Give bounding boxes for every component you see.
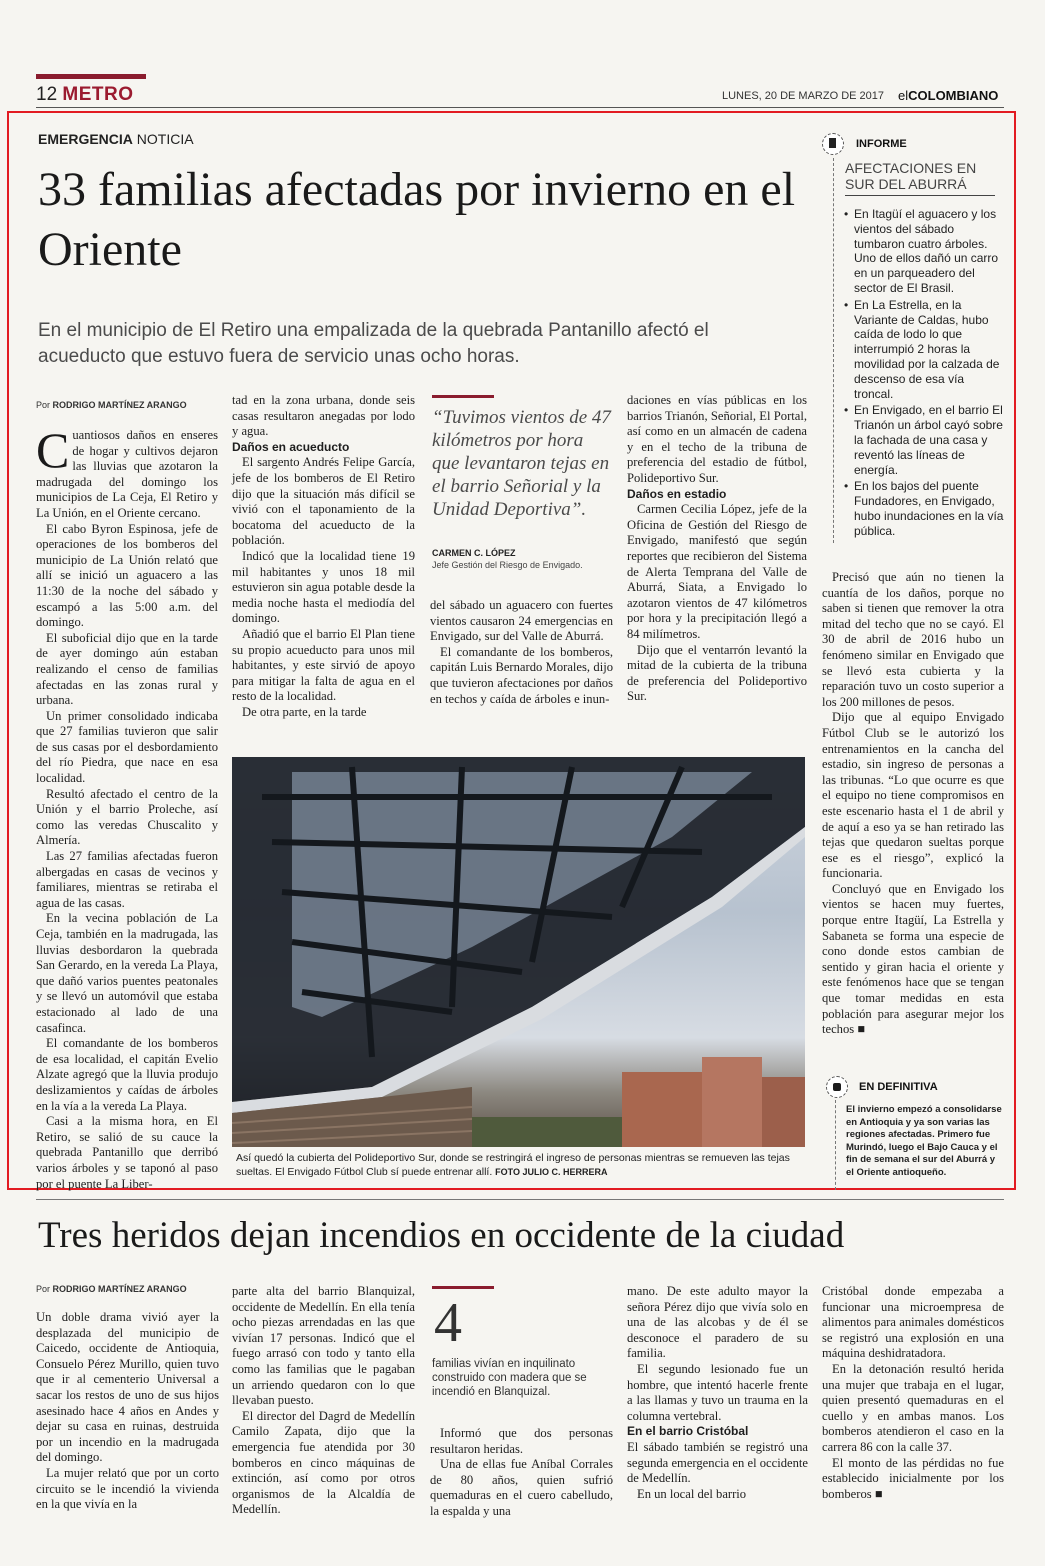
photo-caption: Así quedó la cubierta del Polideportivo Sur, donde se restringirá el ingreso de personas mientras se remueven las tejas sueltas. El Envigado Fútbol Club sí puede entrenar allí. FOTO JULIO C. HERRERA: [236, 1152, 790, 1178]
quote-author-role: Jefe Gestión del Riesgo de Envigado.: [432, 560, 583, 570]
paragraph: Informó que dos personas resultaron heridas.: [430, 1426, 613, 1456]
paragraph: En la vecina población de La Ceja, también en la madrugada, las lluvias desbordaron la quebrada San Gerardo, en la vereda La Playa, que dañó varios puentes peatonales y se llevó un automóvil que estaba estacionado al lado de una casafinca.: [36, 911, 218, 1035]
paragraph: En la detonación resultó herida una mujer que trabaja en el lugar, quien presentó quemaduras en el cuello y en ambas manos. Los bomberos atendieron el caso en la carrera 86 con la calle 37.: [822, 1361, 1004, 1454]
paragraph: Carmen Cecilia López, jefe de la Oficina de Gestión del Riesgo de Envigado, manifestó que según reportes que recibieron del Sistema de Alerta Temprana del Valle de Aburrá, Siata, a Envigado lo azotaron vientos de 47 kilómetros por hora y la precipitación llegó a 84 milímetros.: [627, 502, 807, 641]
subheading: Daños en acueducto: [232, 439, 350, 454]
paragraph: Precisó que aún no tienen la cuantía de los daños, porque no saben si tienen que remover la otra mitad del techo que no se cayó. El 30 de abril de 2016 hubo un fenómeno similar en Envigado que se llevó esta cubierta y la reparación tuvo un costo superior a los 200 millones de pesos.: [822, 570, 1004, 709]
paragraph: Un doble drama vivió ayer la desplazada del municipio de Caicedo, occidente de Antioquia, Consuelo Pérez Murillo, quien tuvo que ir al cementerio Universal a sacar los restos de uno de sus hijos asesinado hace 4 años en Andes y dejar su casa en ruinas, destruida por un incendio en la madrugada del domingo.: [36, 1310, 219, 1465]
summary-icon: [826, 1076, 848, 1098]
sidebar-list: [844, 207, 1004, 541]
article2-headline: Tres heridos dejan incendios en occidente de la ciudad: [38, 1215, 845, 1256]
subheading: En el barrio Cristóbal: [627, 1424, 749, 1439]
article-column-3: [430, 598, 613, 707]
sidebar-title: AFECTACIONES EN SUR DEL ABURRÁ: [845, 160, 977, 192]
summary-dashed-line: [835, 1100, 837, 1190]
paragraph: parte alta del barrio Blanquizal, occidente de Medellín. En ella tenía ocho piezas arrendadas en las que vivían 17 personas. Indicó que el fuego arrasó con todo y tanto ella como las familias que le pagaban un arriendo quedaron con lo que llevaban puesto.: [232, 1284, 415, 1408]
paragraph: Dijo que al equipo Envigado Fútbol Club se le autorizó los entrenamientos en la cancha del estadio, sin ingreso de personas a las tribunas. “Lo que ocurre es que el equipo no tiene compromisos en este escenario hasta el 1 de abril y de aquí a eso ya se han retirado las tejas que quedaron sueltas porque ese es el riesgo”, explicó la funcionaria.: [822, 710, 1004, 881]
paragraph: El sábado también se registró una segunda emergencia en el occidente de Medellín.: [627, 1439, 808, 1486]
article-byline: Por RODRIGO MARTÍNEZ ARANGO: [36, 400, 187, 410]
article2-column-3: [430, 1426, 613, 1520]
figure-rule: [432, 1286, 494, 1289]
article-kicker: EMERGENCIA NOTICIA: [38, 131, 194, 147]
article2-byline: Por RODRIGO MARTÍNEZ ARANGO: [36, 1284, 187, 1294]
subheading: Daños en estadio: [627, 486, 727, 501]
paragraph: del sábado un aguacero con fuertes vientos causaron 24 emergencias en Envigado, sur del Valle de Aburrá.: [430, 598, 613, 644]
paragraph: Cuantiosos daños en enseres de hogar y cultivos dejaron las lluvias que azotaron la madrugada del domingo los municipios de La Ceja, El Retiro y La Unión, en el Oriente cercano.: [36, 422, 218, 520]
paragraph: El director del Dagrd de Medellín Camilo Zapata, dijo que la emergencia fue atendida por 30 bomberos en cinco máquinas de extinción, así como por otros organismos de la Alcaldía de Medellín.: [232, 1408, 415, 1517]
photo-credit: FOTO JULIO C. HERRERA: [495, 1167, 608, 1177]
pull-quote: “Tuvimos vientos de 47 kilómetros por hora que levantaron tejas en el barrio Señorial y la Unidad Deportiva”.: [432, 407, 611, 520]
sidebar-label: INFORME: [856, 138, 907, 150]
sidebar-list-item: • En los bajos del puente Fundadores, en Envigado, hubo inundaciones en la vía pública.: [844, 479, 1004, 538]
paragraph: En un local del barrio: [637, 1486, 747, 1501]
paragraph: Resultó afectado el centro de la Unión y el barrio Proleche, así como las veredas Chuscalito y Almería.: [36, 786, 218, 848]
article-column-4: [627, 393, 807, 705]
stadium-roof-photo: [232, 757, 805, 1147]
paragraph: Una de ellas fue Aníbal Corrales de 80 años, quien sufrió quemaduras en el cuero cabelludo, la espalda y una: [430, 1457, 613, 1518]
article-headline: 33 familias afectadas por invierno en el Oriente: [38, 163, 796, 276]
article-column-1: [36, 422, 218, 1192]
paragraph: El suboficial dijo que en la tarde de ayer domingo aún estaban realizando el censo de familias afectadas en las zonas rural y urbana.: [36, 630, 218, 708]
section-color-bar: [36, 74, 146, 79]
section-name: METRO: [62, 84, 134, 105]
article2-column-4: [627, 1284, 808, 1502]
sidebar-list-item: • En La Estrella, en la Variante de Caldas, hubo caída de lodo lo que interrumpió 2 horas la movilidad por la calzada de descenso de esa vía troncal.: [844, 298, 1004, 402]
newspaper-brand: elCOLOMBIANO: [898, 88, 999, 103]
paragraph: El segundo lesionado fue un hombre, que intentó hacerle frente a las llamas y tuvo un trauma en la columna vertebral.: [627, 1361, 808, 1423]
quote-author: CARMEN C. LÓPEZ: [432, 548, 516, 558]
article-column-2: [232, 393, 415, 720]
paragraph: El monto de las pérdidas no fue establecido inicialmente por los bomberos ■: [822, 1455, 1004, 1501]
paragraph: mano. De este adulto mayor la señora Pérez dijo que vivía solo en una de las alcobas y de él se desconoce el paradero de su familia.: [627, 1284, 808, 1361]
key-figure-text: familias vivían en inquilinato construido con madera que se incendió en Blanquizal.: [432, 1358, 587, 1398]
paragraph: El comandante de los bomberos de esa localidad, el capitán Evelio Alzate agregó que la lluvia produjo deslizamientos y caídas de árboles en la vía a la vereda La Playa.: [36, 1036, 218, 1113]
article2-column-2: [232, 1284, 415, 1518]
paragraph: El comandante de los bomberos, capitán Luis Bernardo Morales, dijo que tuvieron afectaciones por daños en techos y caída de árboles e inun-: [430, 644, 613, 706]
paragraph: Añadió que el barrio El Plan tiene su propio acueducto para unos mil habitantes, y este sirvió de apoyo para mitigar la falta de agua en el resto de la localidad.: [232, 626, 415, 704]
paragraph: Un primer consolidado indicaba que 27 familias tuvieron que salir de sus casas por el desbordamiento del río Piedra, que nace en esa localidad.: [36, 708, 218, 786]
paragraph: Las 27 familias afectadas fueron albergadas en casas de vecinos y familiares, mientras se retiraba el agua de las casas.: [36, 849, 218, 910]
sidebar-list-item: • En Envigado, en el barrio El Trianón un árbol cayó sobre la fachada de una casa y reventó las líneas de energía.: [844, 403, 1004, 477]
sidebar-title-rule: [845, 195, 995, 196]
article-column-5: [822, 570, 1004, 1038]
paragraph: tad en la zona urbana, donde seis casas resultaron anegadas por lodo y agua.: [232, 393, 415, 439]
document-icon: [822, 133, 844, 155]
sidebar-list-item: • En Itagüí el aguacero y los vientos del sábado tumbaron cuatro árboles. Uno de ellos dañó un carro en un parqueadero del sector de El Brasil.: [844, 207, 1004, 296]
paragraph: Indicó que la localidad tiene 19 mil habitantes y unos 18 mil estuvieron sin agua potable desde la media noche hasta el mediodía del domingo.: [232, 548, 415, 626]
photo-illustration: [232, 757, 805, 1147]
dateline: LUNES, 20 DE MARZO DE 2017: [722, 90, 885, 102]
header-rule: [36, 107, 1004, 108]
paragraph: daciones en vías públicas en los barrios Trianón, Señorial, El Portal, así como en un almacén de cadena y en el techo de la tribuna de preferencia del estadio de fútbol, Polideportivo Sur.: [627, 393, 807, 485]
summary-label: EN DEFINITIVA: [859, 1081, 938, 1093]
article-deck: En el municipio de El Retiro una empalizada de la quebrada Pantanillo afectó el acueducto que estuvo fuera de servicio unas ocho horas.: [38, 320, 709, 367]
article-separator: [36, 1199, 1004, 1200]
sidebar-dashed-line: [833, 158, 835, 543]
page-number: 12 METRO: [36, 84, 134, 105]
paragraph: El sargento Andrés Felipe García, jefe de los bomberos de El Retiro dijo que la situación más difícil se vivió con el taponamiento de la bocatoma del acueducto de la población.: [232, 455, 415, 548]
paragraph: Cristóbal donde empezaba a funcionar una microempresa de alimentos para animales domésticos se registró una explosión en una máquina deshidratadora.: [822, 1284, 1004, 1361]
article2-column-1: [36, 1310, 219, 1513]
paragraph: Casi a la misma hora, en El Retiro, se salió de su cauce la quebrada Pantanillo que derribó varios árboles y se taponó al paso por el puente La Liber-: [36, 1114, 218, 1191]
article2-column-5: [822, 1284, 1004, 1502]
summary-text: El invierno empezó a consolidarse en Antioquia y ya son varias las regiones afectadas. Primero fue Murindó, luego el Bajo Cauca y el fin de semana el sur del Aburrá y el Oriente antioqueño.: [846, 1104, 1002, 1178]
key-figure-number: 4: [434, 1292, 462, 1354]
quote-rule: [432, 395, 494, 398]
paragraph: De otra parte, en la tarde: [242, 704, 367, 719]
paragraph: El cabo Byron Espinosa, jefe de operaciones de los bomberos del municipio de La Unión relató que allí se inició un aguacero a las 11:30 de la noche del sábado y escampó a las 5:00 a.m. del domingo.: [36, 521, 218, 630]
paragraph: Dijo que el ventarrón levantó la mitad de la cubierta de la tribuna de preferencia del Polideportivo Sur.: [627, 642, 807, 704]
paragraph: La mujer relató que por un corto circuito se le incendió la vivienda en la que vivía en la: [36, 1465, 219, 1512]
paragraph: Concluyó que en Envigado los vientos se hacen muy fuertes, porque entre Itagüí, La Estrella y Sabaneta se forma una especie de cono donde estos cambian de sentido y giran hacia el oriente y este fenómenos hace que se tengan que tomar medidas en esta población para asegurar mejor los techos ■: [822, 881, 1004, 1037]
